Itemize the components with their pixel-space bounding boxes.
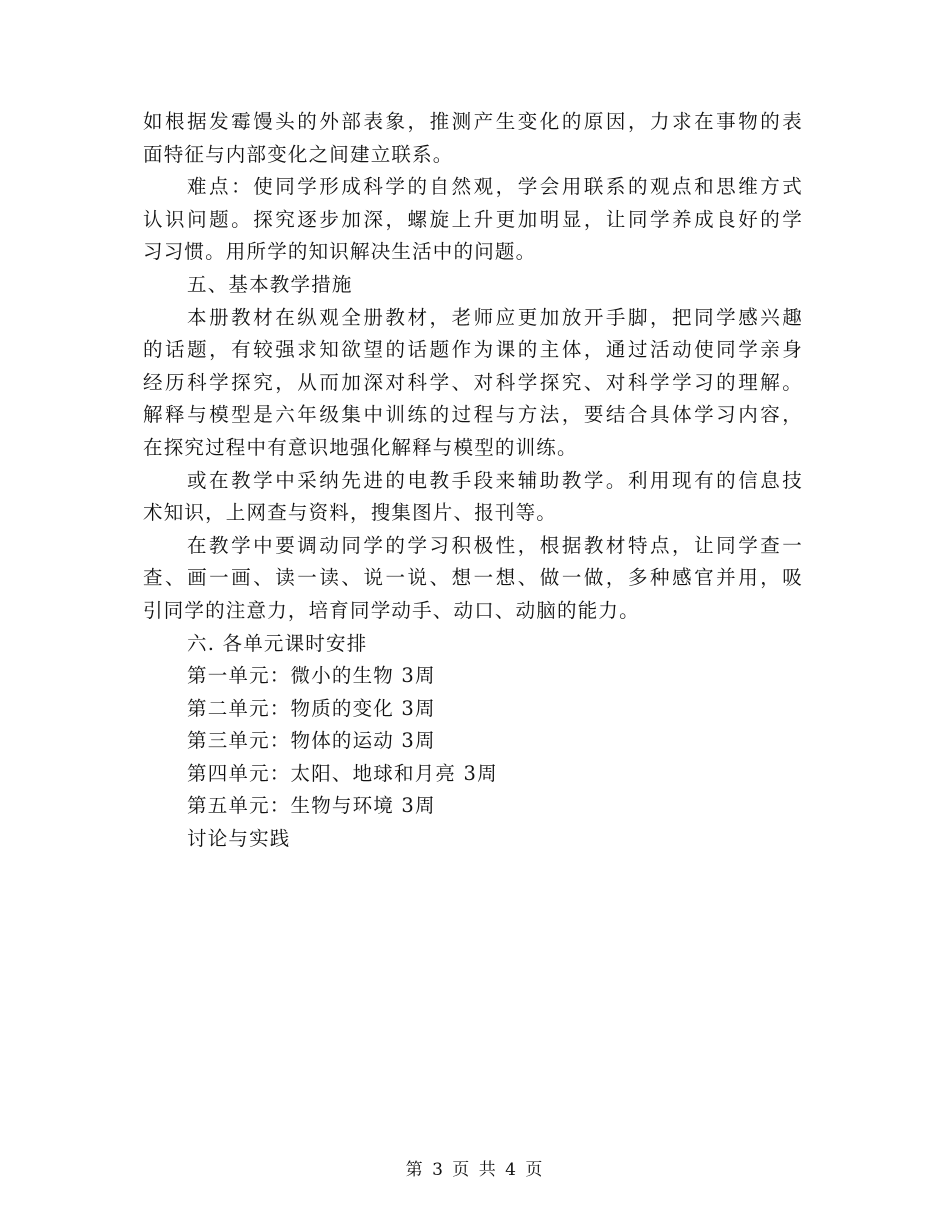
text-line: 经历科学探究，从而加深对科学、对科学探究、对科学学习的理解。: [143, 370, 803, 394]
text-line: 六. 各单元课时安排: [187, 631, 368, 655]
text-line: 在教学中要调动同学的学习积极性，根据教材特点，让同学查一: [187, 533, 803, 557]
text-line: 第一单元：微小的生物 3周: [187, 664, 436, 688]
text-line: 的话题，有较强求知欲望的话题作为课的主体，通过活动使同学亲身: [143, 338, 803, 362]
text-line: 本册教材在纵观全册教材，老师应更加放开手脚，把同学感兴趣: [187, 305, 803, 329]
text-line: 五、基本教学措施: [187, 272, 353, 296]
text-line: 第二单元：物质的变化 3周: [187, 696, 436, 720]
text-line: 习习惯。用所学的知识解决生活中的问题。: [143, 240, 537, 264]
text-line: 认识问题。探究逐步加深，螺旋上升更加明显，让同学养成良好的学: [143, 207, 803, 231]
text-line: 解释与模型是六年级集中训练的过程与方法，要结合具体学习内容，: [143, 403, 803, 427]
text-line: 查、画一画、读一读、说一说、想一想、做一做，多种感官并用，吸: [143, 566, 803, 590]
text-line: 难点：使同学形成科学的自然观，学会用联系的观点和思维方式: [187, 175, 803, 199]
text-line: 如根据发霉馒头的外部表象，推测产生变化的原因，力求在事物的表: [143, 110, 803, 133]
text-line: 在探究过程中有意识地强化解释与模型的训练。: [143, 435, 578, 459]
text-line: 引同学的注意力，培育同学动手、动口、动脑的能力。: [143, 598, 640, 622]
document-body: [143, 106, 803, 856]
text-line: 或在教学中采纳先进的电教手段来辅助教学。利用现有的信息技: [187, 468, 803, 492]
text-line: 第四单元：太阳、地球和月亮 3周: [187, 761, 498, 785]
text-line: 面特征与内部变化之间建立联系。: [143, 142, 454, 166]
text-line: 第五单元：生物与环境 3周: [187, 794, 436, 818]
text-line: 术知识，上网查与资料，搜集图片、报刊等。: [143, 501, 558, 525]
text-line: 第三单元：物体的运动 3周: [187, 729, 436, 753]
page-footer: 第 3 页 共 4 页: [405, 1160, 545, 1180]
text-line: 讨论与实践: [187, 827, 291, 851]
